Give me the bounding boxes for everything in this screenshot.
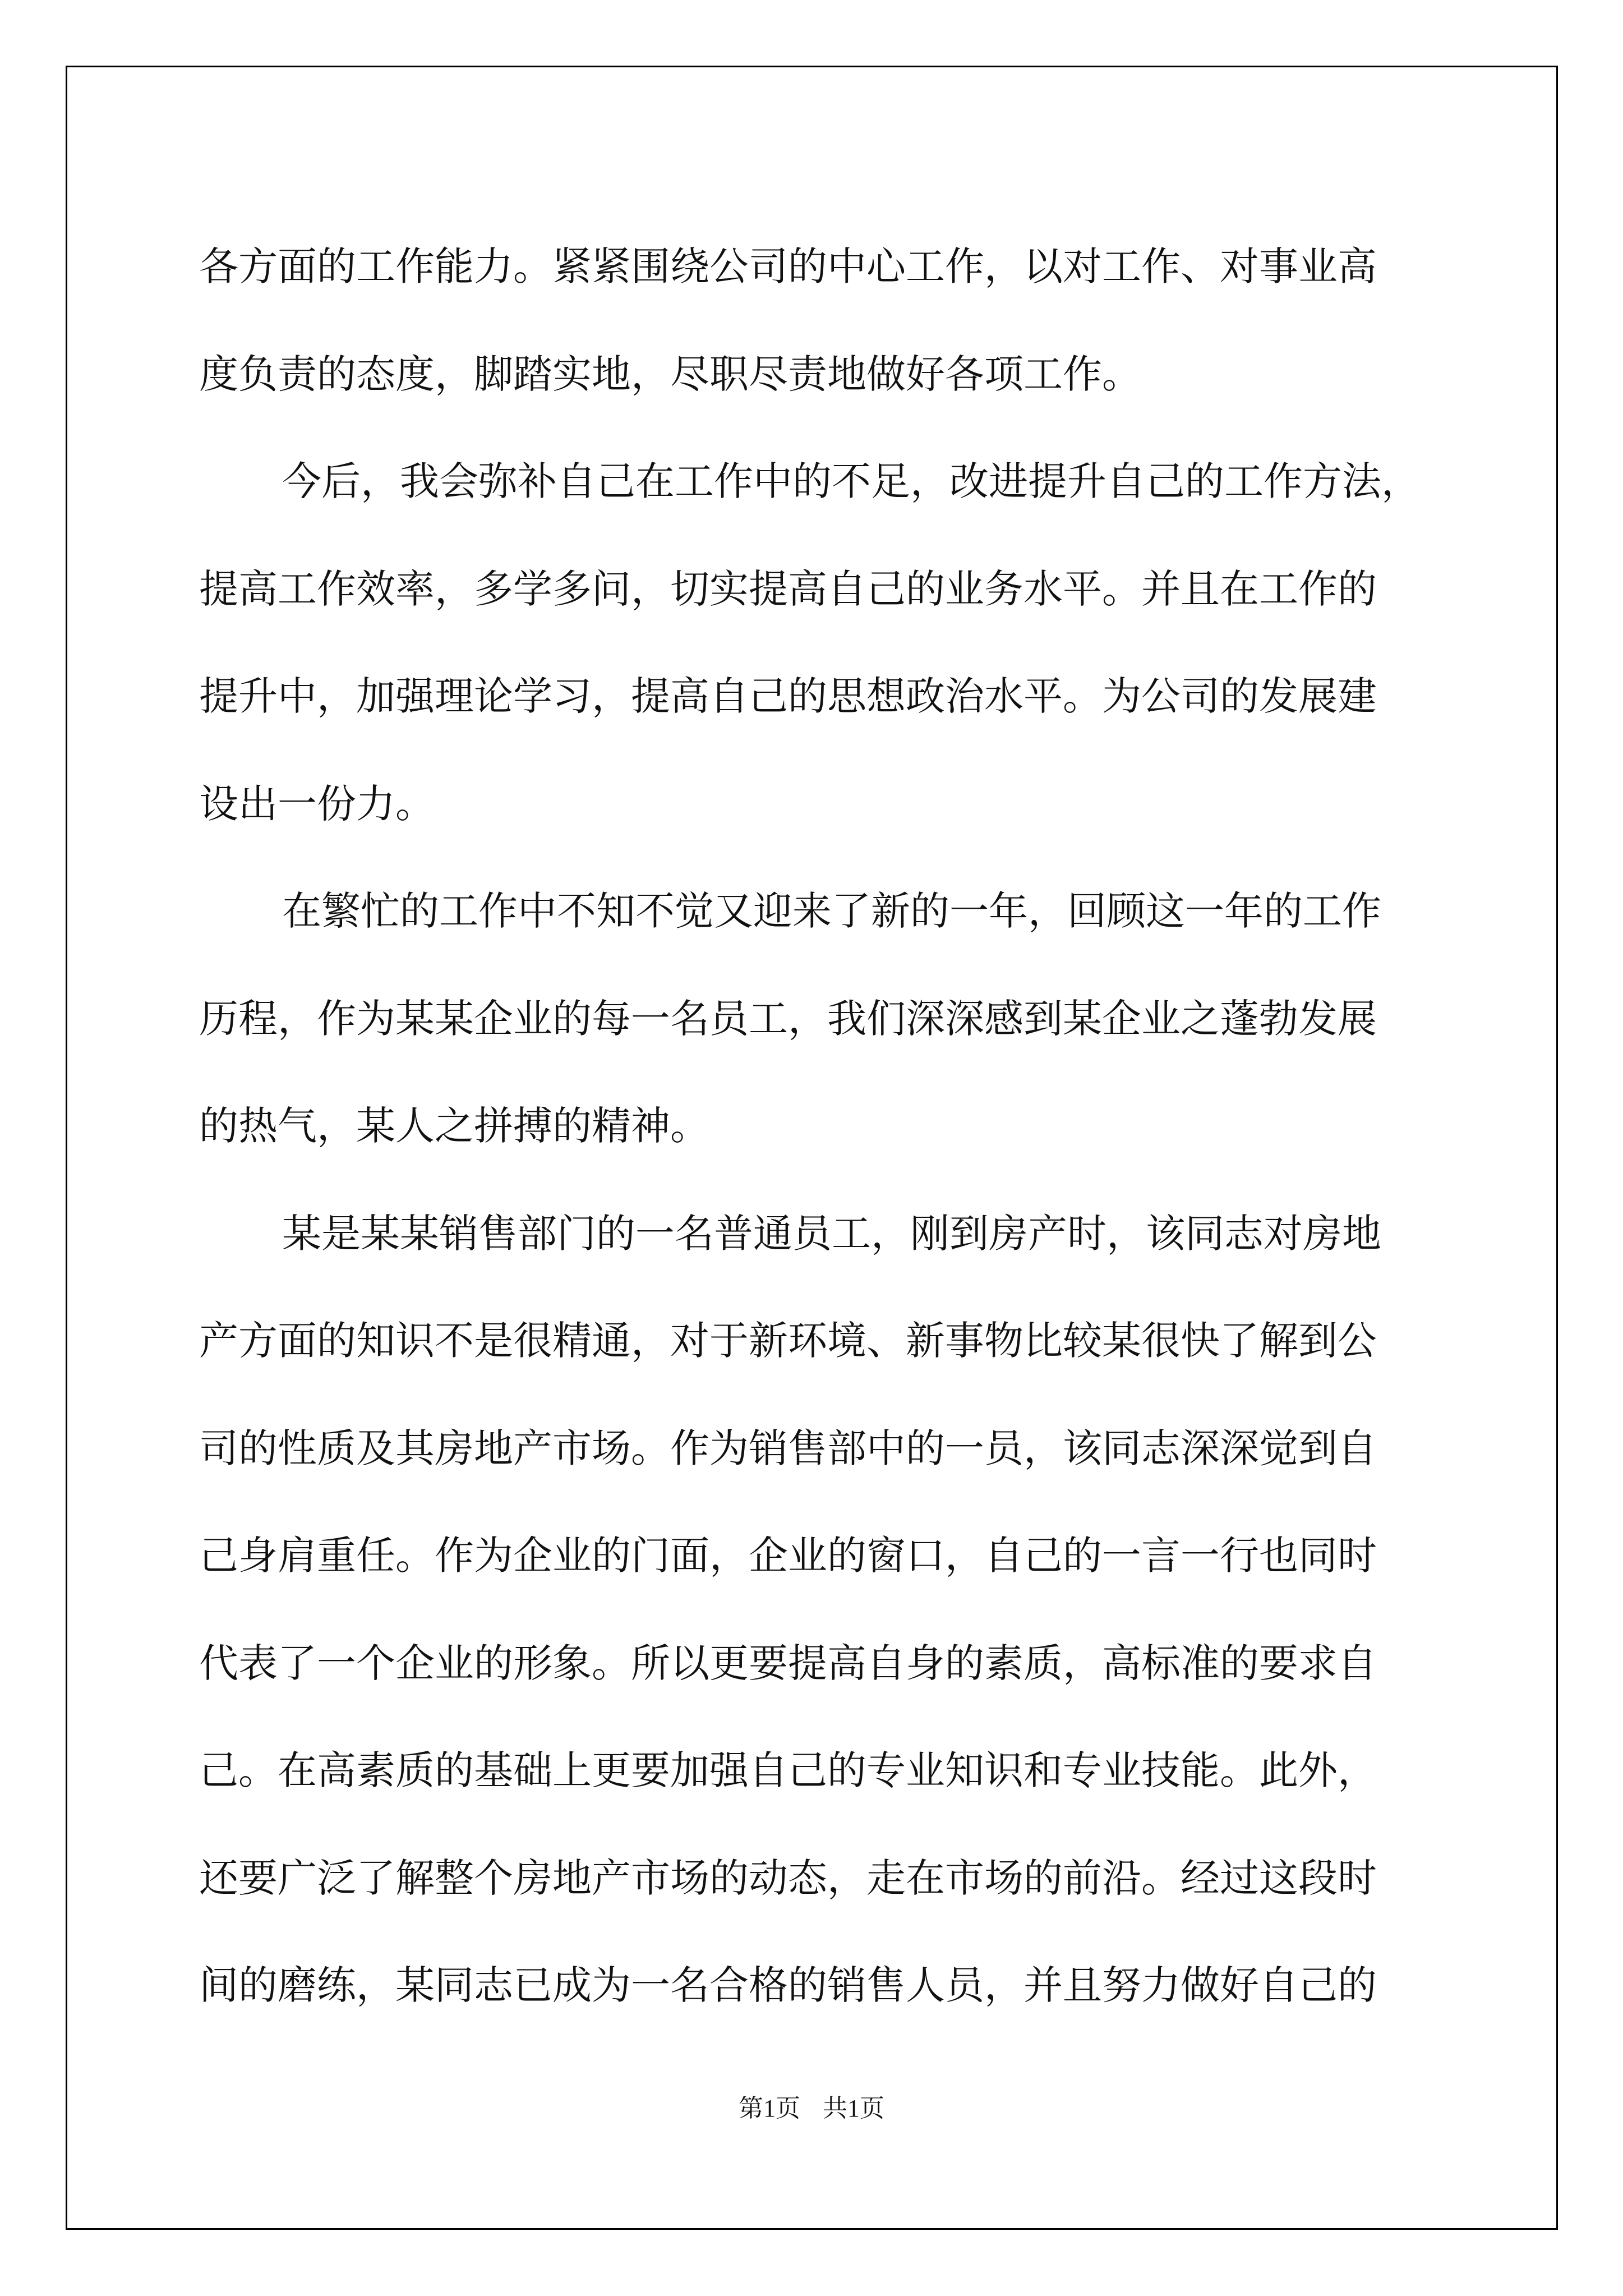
page-total: 共1页 (823, 2095, 884, 2122)
text-line: 各方面的工作能力。紧紧围绕公司的中心工作，以对工作、对事业高 (199, 243, 1377, 289)
text-line: 度负责的态度，脚踏实地，尽职尽责地做好各项工作。 (199, 351, 1141, 397)
text-line: 在繁忙的工作中不知不觉又迎来了新的一年，回顾这一年的工作 (282, 888, 1381, 934)
text-line: 间的磨练，某同志已成为一名合格的销售人员，并且努力做好自己的 (199, 1962, 1377, 2008)
paragraph (199, 428, 1433, 858)
page-number: 第1页 (739, 2095, 800, 2122)
text-line: 提高工作效率，多学多问，切实提高自己的业务水平。并且在工作的 (199, 565, 1377, 612)
text-line: 代表了一个企业的形象。所以更要提高自身的素质，高标准的要求自 (199, 1640, 1377, 1686)
document-body (199, 213, 1433, 2040)
page-footer (0, 2088, 1623, 2124)
text-line: 的热气，某人之拼搏的精神。 (199, 1103, 709, 1149)
text-line: 历程，作为某某企业的每一名员工，我们深深感到某企业之蓬勃发展 (199, 995, 1377, 1042)
text-line: 产方面的知识不是很精通，对于新环境、新事物比较某很快了解到公 (199, 1318, 1377, 1364)
paragraph (199, 213, 1433, 428)
text-line: 己。在高素质的基础上更要加强自己的专业知识和专业技能。此外， (199, 1747, 1377, 1793)
paragraph (199, 858, 1433, 1180)
text-line: 设出一份力。 (199, 780, 435, 827)
text-line: 某是某某销售部门的一名普通员工，刚到房产时，该同志对房地 (282, 1210, 1381, 1257)
paragraph (199, 1180, 1433, 2040)
text-line: 还要广泛了解整个房地产市场的动态，走在市场的前沿。经过这段时 (199, 1855, 1377, 1901)
text-line: 己身肩重任。作为企业的门面，企业的窗口，自己的一言一行也同时 (199, 1533, 1377, 1579)
text-line: 司的性质及其房地产市场。作为销售部中的一员，该同志深深觉到自 (199, 1425, 1377, 1471)
text-line: 今后，我会弥补自己在工作中的不足，改进提升自己的工作方法， (282, 458, 1421, 504)
text-line: 提升中，加强理论学习，提高自己的思想政治水平。为公司的发展建 (199, 673, 1377, 719)
